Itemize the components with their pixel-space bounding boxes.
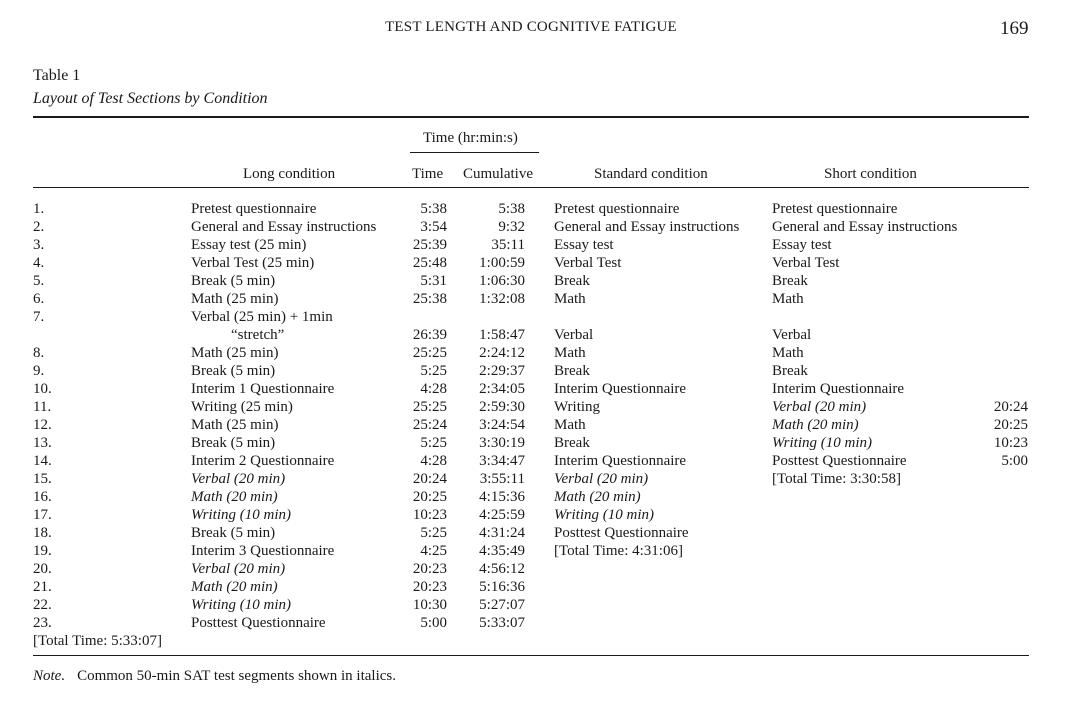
long-time-cell: 20:24 (412, 471, 447, 487)
table-label: Table 1 (33, 67, 81, 84)
short-condition-cell: Math (20 min) (772, 417, 859, 433)
row-number: 8. (33, 345, 45, 361)
standard-condition-cell: Interim Questionnaire (554, 453, 687, 469)
long-condition-cell: Break (5 min) (191, 273, 276, 289)
cumulative-time-cell: 4:56:12 (479, 561, 525, 577)
row-number: 20. (33, 561, 52, 577)
long-condition-cell: “stretch” (231, 327, 285, 343)
cumulative-time-cell: 5:16:36 (479, 579, 525, 595)
standard-condition-cell: Pretest questionnaire (554, 201, 680, 217)
row-number: 18. (33, 525, 52, 541)
long-condition-total: [Total Time: 5:33:07] (33, 633, 162, 649)
standard-condition-cell: Break (554, 363, 590, 379)
cumulative-time-cell: 2:24:12 (479, 345, 525, 361)
long-condition-cell: Verbal (25 min) + 1min (191, 309, 333, 325)
standard-condition-cell: General and Essay instructions (554, 219, 740, 235)
table-top-rule (33, 116, 1029, 118)
standard-condition-cell: Math (554, 291, 586, 307)
cumulative-time-cell: 5:27:07 (479, 597, 525, 613)
long-time-cell: 25:38 (412, 291, 447, 307)
cumulative-time-cell: 3:24:54 (479, 417, 525, 433)
row-number: 14. (33, 453, 52, 469)
long-time-cell: 4:25 (420, 543, 447, 559)
standard-condition-cell: Break (554, 435, 590, 451)
row-number: 1. (33, 201, 45, 217)
long-condition-cell: Writing (10 min) (191, 507, 291, 523)
cumulative-time-cell: 9:32 (498, 219, 525, 235)
long-time-cell: 20:23 (412, 579, 447, 595)
table-row (0, 200, 1087, 218)
standard-condition-cell: Math (554, 417, 586, 433)
standard-condition-cell: Essay test (554, 237, 614, 253)
short-condition-cell: Pretest questionnaire (772, 201, 898, 217)
long-time-cell: 5:38 (420, 201, 447, 217)
short-condition-cell: [Total Time: 3:30:58] (772, 471, 901, 487)
long-condition-cell: Break (5 min) (191, 363, 276, 379)
long-time-cell: 26:39 (412, 327, 447, 343)
short-condition-cell: Break (772, 273, 808, 289)
long-condition-cell: Essay test (25 min) (191, 237, 307, 253)
table-title: Layout of Test Sections by Condition (33, 90, 268, 107)
row-number: 9. (33, 363, 45, 379)
time-span-rule (410, 152, 539, 153)
short-condition-cell: Posttest Questionnaire (772, 453, 907, 469)
long-time-cell: 10:30 (412, 597, 447, 613)
long-condition-cell: Verbal (20 min) (191, 561, 286, 577)
standard-condition-cell: Math (554, 345, 586, 361)
long-condition-cell: Verbal Test (25 min) (191, 255, 315, 271)
long-condition-cell: Interim 2 Questionnaire (191, 453, 335, 469)
table-row (0, 272, 1087, 290)
long-condition-cell: Writing (25 min) (191, 399, 293, 415)
table-row (0, 596, 1087, 614)
short-time-cell: 5:00 (1001, 453, 1028, 469)
table-bottom-rule (33, 655, 1029, 656)
table-row (0, 344, 1087, 362)
row-number: 5. (33, 273, 45, 289)
standard-condition-cell: [Total Time: 4:31:06] (554, 543, 683, 559)
short-condition-cell: Verbal Test (772, 255, 840, 271)
page-number: 169 (1000, 18, 1029, 39)
long-time-cell: 25:25 (412, 399, 447, 415)
short-condition-cell: Verbal (20 min) (772, 399, 867, 415)
long-time-cell: 4:28 (420, 381, 447, 397)
cumulative-time-cell: 3:55:11 (479, 471, 525, 487)
standard-condition-cell: Writing (554, 399, 601, 415)
short-condition-header: Short condition (824, 166, 917, 182)
note-text: Common 50-min SAT test segments shown in italics. (77, 668, 396, 684)
cumulative-time-cell: 2:29:37 (479, 363, 525, 379)
long-time-cell: 25:25 (412, 345, 447, 361)
long-condition-cell: Posttest Questionnaire (191, 615, 326, 631)
short-condition-cell: Math (772, 345, 804, 361)
long-condition-cell: Math (25 min) (191, 291, 279, 307)
cumulative-time-cell: 1:58:47 (479, 327, 525, 343)
long-time-cell: 20:25 (412, 489, 447, 505)
row-number: 19. (33, 543, 52, 559)
short-condition-cell: Interim Questionnaire (772, 381, 905, 397)
table-row (0, 380, 1087, 398)
cumulative-time-cell: 4:35:49 (479, 543, 525, 559)
long-condition-cell: Math (25 min) (191, 417, 279, 433)
table-row (0, 398, 1087, 416)
table-row (0, 434, 1087, 452)
row-number: 6. (33, 291, 45, 307)
time-span-header: Time (hr:min:s) (423, 130, 518, 146)
note-label: Note. (33, 668, 66, 684)
row-number: 23. (33, 615, 52, 631)
cumulative-time-cell: 2:59:30 (479, 399, 525, 415)
table-row (0, 218, 1087, 236)
short-condition-cell: Verbal (772, 327, 812, 343)
long-time-cell: 5:00 (420, 615, 447, 631)
table-row (0, 524, 1087, 542)
table-row (0, 560, 1087, 578)
table-row (0, 290, 1087, 308)
row-number: 11. (33, 399, 52, 415)
long-condition-cell: Math (20 min) (191, 489, 278, 505)
cumulative-time-cell: 4:25:59 (479, 507, 525, 523)
cumulative-time-cell: 4:15:36 (479, 489, 525, 505)
cumulative-time-cell: 5:33:07 (479, 615, 525, 631)
table-row (0, 326, 1087, 344)
short-time-cell: 20:24 (993, 399, 1028, 415)
long-condition-cell: Writing (10 min) (191, 597, 291, 613)
short-condition-cell: Math (772, 291, 804, 307)
long-time-cell: 25:48 (412, 255, 447, 271)
running-head: TEST LENGTH AND COGNITIVE FATIGUE (385, 19, 677, 35)
standard-condition-cell: Writing (10 min) (554, 507, 654, 523)
short-condition-cell: Break (772, 363, 808, 379)
long-condition-cell: Break (5 min) (191, 525, 276, 541)
row-number: 12. (33, 417, 52, 433)
cumulative-time-cell: 5:38 (498, 201, 525, 217)
long-time-cell: 5:25 (420, 525, 447, 541)
standard-condition-cell: Break (554, 273, 590, 289)
row-number: 22. (33, 597, 52, 613)
table-row (0, 308, 1087, 326)
cumulative-time-cell: 1:00:59 (479, 255, 525, 271)
cumulative-header: Cumulative (463, 166, 533, 182)
table-note (33, 668, 396, 685)
standard-condition-cell: Verbal Test (554, 255, 622, 271)
long-time-cell: 5:31 (420, 273, 447, 289)
row-number: 7. (33, 309, 45, 325)
cumulative-time-cell: 35:11 (491, 237, 525, 253)
cumulative-time-cell: 3:30:19 (479, 435, 525, 451)
long-time-cell: 4:28 (420, 453, 447, 469)
long-time-cell: 25:24 (412, 417, 447, 433)
long-time-cell: 3:54 (420, 219, 447, 235)
row-number: 17. (33, 507, 52, 523)
row-number: 4. (33, 255, 45, 271)
table-row (0, 470, 1087, 488)
long-condition-cell: Interim 1 Questionnaire (191, 381, 335, 397)
cumulative-time-cell: 4:31:24 (479, 525, 525, 541)
row-number: 21. (33, 579, 52, 595)
long-time-cell: 20:23 (412, 561, 447, 577)
row-number: 3. (33, 237, 45, 253)
long-time-cell: 25:39 (412, 237, 447, 253)
table-row (0, 362, 1087, 380)
long-time-cell: 10:23 (412, 507, 447, 523)
table-row (0, 578, 1087, 596)
standard-condition-cell: Verbal (554, 327, 594, 343)
short-time-cell: 10:23 (993, 435, 1028, 451)
time-header: Time (412, 166, 444, 182)
standard-condition-cell: Verbal (20 min) (554, 471, 649, 487)
row-number: 13. (33, 435, 52, 451)
long-time-cell: 5:25 (420, 435, 447, 451)
short-time-cell: 20:25 (993, 417, 1028, 433)
table-row (0, 236, 1087, 254)
table-row (0, 452, 1087, 470)
cumulative-time-cell: 1:06:30 (479, 273, 525, 289)
long-condition-cell: Interim 3 Questionnaire (191, 543, 335, 559)
table-header-rule (33, 187, 1029, 188)
short-condition-cell: Writing (10 min) (772, 435, 872, 451)
table-row (0, 254, 1087, 272)
table-row (0, 542, 1087, 560)
cumulative-time-cell: 3:34:47 (479, 453, 525, 469)
short-condition-cell: Essay test (772, 237, 832, 253)
long-condition-cell: General and Essay instructions (191, 219, 377, 235)
long-condition-cell: Math (25 min) (191, 345, 279, 361)
long-condition-header: Long condition (243, 166, 336, 182)
table-row (0, 488, 1087, 506)
standard-condition-cell: Posttest Questionnaire (554, 525, 689, 541)
row-number: 16. (33, 489, 52, 505)
cumulative-time-cell: 1:32:08 (479, 291, 525, 307)
long-condition-cell: Verbal (20 min) (191, 471, 286, 487)
table-row (0, 416, 1087, 434)
row-number: 10. (33, 381, 52, 397)
row-number: 2. (33, 219, 45, 235)
standard-condition-cell: Math (20 min) (554, 489, 641, 505)
standard-condition-header: Standard condition (594, 166, 708, 182)
row-number: 15. (33, 471, 52, 487)
cumulative-time-cell: 2:34:05 (479, 381, 525, 397)
short-condition-cell: General and Essay instructions (772, 219, 958, 235)
long-condition-cell: Break (5 min) (191, 435, 276, 451)
standard-condition-cell: Interim Questionnaire (554, 381, 687, 397)
long-condition-cell: Math (20 min) (191, 579, 278, 595)
table-row (0, 506, 1087, 524)
table-row (0, 614, 1087, 632)
long-condition-cell: Pretest questionnaire (191, 201, 317, 217)
long-time-cell: 5:25 (420, 363, 447, 379)
